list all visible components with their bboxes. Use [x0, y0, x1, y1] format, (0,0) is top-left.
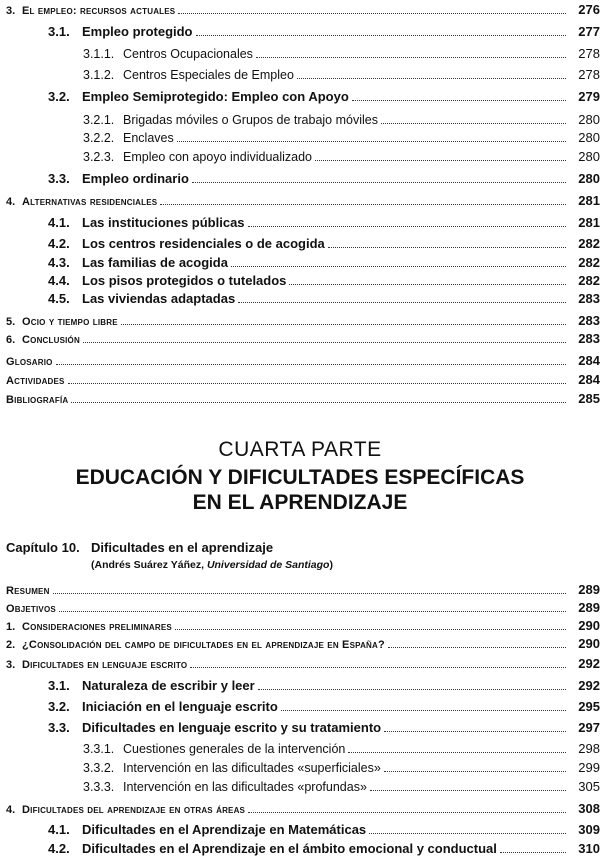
- toc-entry-page: 290: [578, 636, 600, 651]
- dot-leader: [384, 730, 566, 732]
- dot-leader: [248, 811, 566, 813]
- toc-entry-number: 3.2.1.: [83, 113, 115, 127]
- toc-entry-page: 295: [578, 699, 600, 714]
- toc-entry-title: Centros Ocupacionales: [123, 47, 253, 61]
- toc-entry-page: 289: [578, 600, 600, 615]
- toc-entry-number: 4.4.: [48, 273, 70, 288]
- toc-entry-number: 4.1.: [48, 215, 70, 230]
- dot-leader: [370, 789, 566, 791]
- toc-entry-number: 3.2.: [48, 89, 70, 104]
- toc-entry-page: 283: [578, 291, 600, 306]
- toc-entry-page: 310: [578, 841, 600, 856]
- toc-entry-title: Intervención en las dificultades «superficiales»: [123, 761, 381, 775]
- toc-entry-number: 4.5.: [48, 291, 70, 306]
- toc-entry-title: Las viviendas adaptadas: [82, 291, 236, 306]
- toc-entry-title: Cuestiones generales de la intervención: [123, 742, 346, 756]
- toc-entry-title: Resumen: [6, 585, 50, 597]
- dot-leader: [258, 688, 566, 690]
- toc-entry-page: 284: [578, 372, 600, 387]
- toc-entry-number: 3.3.: [48, 171, 70, 186]
- toc-entry: [0, 633, 600, 651]
- dot-leader: [248, 225, 566, 227]
- dot-leader: [121, 323, 566, 325]
- toc-entry-title: Ocio y tiempo libre: [22, 316, 118, 328]
- dot-leader: [281, 709, 566, 711]
- dot-leader: [352, 99, 566, 101]
- toc-entry: [0, 328, 600, 346]
- toc-entry-number: 4.1.: [48, 822, 70, 837]
- toc-entry-page: 292: [578, 656, 600, 671]
- toc-entry-page: 279: [578, 89, 600, 104]
- toc-entry-page: 283: [578, 313, 600, 328]
- toc-entry: [0, 109, 600, 127]
- toc-entry-number: 4.2.: [48, 236, 70, 251]
- dot-leader: [53, 592, 566, 594]
- part-title-line-1: EDUCACIÓN Y DIFICULTADES ESPECÍFICAS: [75, 466, 525, 489]
- toc-entry: [0, 838, 600, 856]
- dot-leader: [328, 246, 566, 248]
- toc-entry: [0, 64, 600, 82]
- toc-entry-title: Centros Especiales de Empleo: [123, 68, 294, 82]
- toc-entry: [0, 615, 600, 633]
- toc-entry: [0, 776, 600, 794]
- dot-leader: [71, 401, 566, 403]
- toc-entry-title: Empleo protegido: [82, 24, 193, 39]
- toc-entry-page: 292: [578, 678, 600, 693]
- toc-entry: [0, 146, 600, 164]
- toc-entry-title: Los pisos protegidos o tutelados: [82, 273, 287, 288]
- toc-entry-title: Brigadas móviles o Grupos de trabajo móviles: [123, 113, 378, 127]
- toc-entry-number: 4.3.: [48, 255, 70, 270]
- toc-entry-number: 3.1.: [48, 678, 70, 693]
- dot-leader: [348, 751, 566, 753]
- toc-entry-page: 289: [578, 582, 600, 597]
- toc-entry-page: 282: [578, 273, 600, 288]
- toc-entry: [0, 310, 600, 328]
- toc-entry: [0, 653, 600, 671]
- toc-entry: [0, 252, 600, 270]
- toc-entry-page: 283: [578, 331, 600, 346]
- toc-entry-page: 309: [578, 822, 600, 837]
- dot-leader: [315, 159, 566, 161]
- toc-entry: [0, 675, 600, 693]
- dot-leader: [192, 181, 566, 183]
- toc-entry-number: 3.2.2.: [83, 131, 115, 145]
- toc-entry-page: 280: [578, 149, 600, 164]
- chapter-author: [91, 559, 333, 571]
- toc-entry-page: 298: [578, 741, 600, 756]
- toc-entry-number: 3.3.3.: [83, 780, 115, 794]
- dot-leader: [238, 301, 566, 303]
- part-label: CUARTA PARTE: [218, 438, 382, 461]
- toc-entry-title: Empleo ordinario: [82, 171, 189, 186]
- toc-entry-number: 4.2.: [48, 841, 70, 856]
- toc-entry-page: 284: [578, 353, 600, 368]
- toc-entry-page: 285: [578, 391, 600, 406]
- toc-entry-title: Glosario: [6, 356, 53, 368]
- toc-entry: [0, 43, 600, 61]
- toc-entry-title: Conclusión: [22, 334, 80, 346]
- dot-leader: [231, 265, 566, 267]
- toc-entry-title: Iniciación en el lenguaje escrito: [82, 699, 278, 714]
- toc-entry: [0, 288, 600, 306]
- toc-entry-number: 5.: [6, 316, 16, 328]
- toc-entry-title: Empleo Semiprotegido: Empleo con Apoyo: [82, 89, 349, 104]
- dot-leader: [388, 646, 566, 648]
- toc-entry-title: Consideraciones preliminares: [22, 621, 172, 633]
- toc-entry-title: Dificultades en el Aprendizaje en Matemáticas: [82, 822, 367, 837]
- dot-leader: [196, 34, 567, 36]
- chapter-author-name: (Andrés Suárez Yáñez,: [91, 559, 207, 571]
- toc-entry-number: 3.: [6, 5, 16, 17]
- toc-entry-page: 305: [578, 779, 600, 794]
- dot-leader: [175, 628, 566, 630]
- toc-entry: [0, 757, 600, 775]
- toc-entry: [0, 270, 600, 288]
- toc-entry: [0, 0, 600, 17]
- toc-entry-title: Dificultades en el Aprendizaje en el ámbito emocional y conductual: [82, 841, 497, 856]
- dot-leader: [59, 610, 566, 612]
- toc-entry: [0, 21, 600, 39]
- toc-entry-number: 3.1.: [48, 24, 70, 39]
- toc-entry-page: 278: [578, 67, 600, 82]
- toc-entry: [0, 233, 600, 251]
- toc-entry-title: Alternativas residenciales: [22, 196, 158, 208]
- toc-entry-number: 3.: [6, 659, 16, 671]
- toc-entry-number: 3.2.: [48, 699, 70, 714]
- toc-entry-page: 280: [578, 112, 600, 127]
- toc-entry: [0, 86, 600, 104]
- toc-entry-title: Empleo con apoyo individualizado: [123, 150, 313, 164]
- dot-leader: [56, 363, 566, 365]
- toc-entry-title: Los centros residenciales o de acogida: [82, 236, 325, 251]
- toc-entry-page: 277: [578, 24, 600, 39]
- dot-leader: [289, 283, 566, 285]
- toc-entry-number: 3.1.1.: [83, 47, 115, 61]
- toc-entry-page: 280: [578, 130, 600, 145]
- toc-entry: [0, 717, 600, 735]
- toc-entry-title: Las familias de acogida: [82, 255, 228, 270]
- toc-entry-page: 297: [578, 720, 600, 735]
- toc-entry-title: ¿Consolidación del campo de dificultades en el aprendizaje en España?: [22, 639, 385, 651]
- toc-entry-number: 3.1.2.: [83, 68, 115, 82]
- toc-entry: [0, 127, 600, 145]
- toc-entry-page: 281: [578, 193, 600, 208]
- toc-entry-title: Dificultades en lenguaje escrito: [22, 659, 188, 671]
- dot-leader: [178, 12, 566, 14]
- dot-leader: [384, 770, 566, 772]
- toc-entry-title: Intervención en las dificultades «profundas»: [123, 780, 367, 794]
- toc-entry: [0, 597, 600, 615]
- toc-entry-number: 3.2.3.: [83, 150, 115, 164]
- toc-entry-title: Dificultades del aprendizaje en otras áreas: [22, 804, 246, 816]
- toc-entry-title: Dificultades en lenguaje escrito y su tratamiento: [82, 720, 382, 735]
- toc-entry-page: 308: [578, 801, 600, 816]
- toc-entry: [0, 696, 600, 714]
- chapter-affiliation: Universidad de Santiago: [206, 559, 330, 571]
- toc-entry-title: Naturaleza de escribir y leer: [82, 678, 255, 693]
- toc-entry-page: 299: [578, 760, 600, 775]
- toc-entry-page: 290: [578, 618, 600, 633]
- toc-entry-page: 278: [578, 46, 600, 61]
- toc-entry-number: 3.3.2.: [83, 761, 115, 775]
- toc-entry-title: Enclaves: [123, 131, 174, 145]
- toc-entry-page: 282: [578, 255, 600, 270]
- toc-entry: [0, 369, 600, 387]
- dot-leader: [256, 56, 566, 58]
- toc-entry-number: 3.3.: [48, 720, 70, 735]
- toc-entry-title: El empleo: recursos actuales: [22, 5, 176, 17]
- part-title-line-2: EN EL APRENDIZAJE: [192, 491, 408, 514]
- toc-entry-page: 281: [578, 215, 600, 230]
- toc-entry-title: Objetivos: [6, 603, 56, 615]
- toc-entry-number: 4.: [6, 804, 16, 816]
- toc-entry-number: 3.3.1.: [83, 742, 115, 756]
- toc-entry-number: 1.: [6, 621, 16, 633]
- dot-leader: [381, 122, 566, 124]
- toc-entry: [0, 168, 600, 186]
- toc-entry: [0, 798, 600, 816]
- toc-entry: [0, 819, 600, 837]
- dot-leader: [297, 77, 566, 79]
- chapter-label: Capítulo 10.: [6, 540, 80, 555]
- toc-entry-title: Actividades: [6, 375, 65, 387]
- dot-leader: [68, 382, 566, 384]
- dot-leader: [500, 851, 566, 853]
- toc-entry: [0, 350, 600, 368]
- dot-leader: [83, 341, 566, 343]
- toc-entry-title: Las instituciones públicas: [82, 215, 245, 230]
- toc-entry-title: Bibliografía: [6, 394, 69, 406]
- toc-entry: [0, 212, 600, 230]
- toc-entry-page: 282: [578, 236, 600, 251]
- toc-entry: [0, 190, 600, 208]
- toc-entry-number: 4.: [6, 196, 16, 208]
- toc-entry-number: 2.: [6, 639, 16, 651]
- dot-leader: [177, 140, 566, 142]
- toc-entry-page: 276: [578, 2, 600, 17]
- toc-entry: [0, 388, 600, 406]
- dot-leader: [190, 666, 566, 668]
- dot-leader: [160, 203, 566, 205]
- chapter-title: Dificultades en el aprendizaje: [91, 540, 274, 555]
- chapter-heading: [6, 540, 273, 555]
- toc-entry: [0, 738, 600, 756]
- dot-leader: [369, 832, 566, 834]
- toc-entry-page: 280: [578, 171, 600, 186]
- toc-entry-number: 6.: [6, 334, 16, 346]
- toc-entry: [0, 579, 600, 597]
- chapter-author-close: ): [329, 559, 333, 571]
